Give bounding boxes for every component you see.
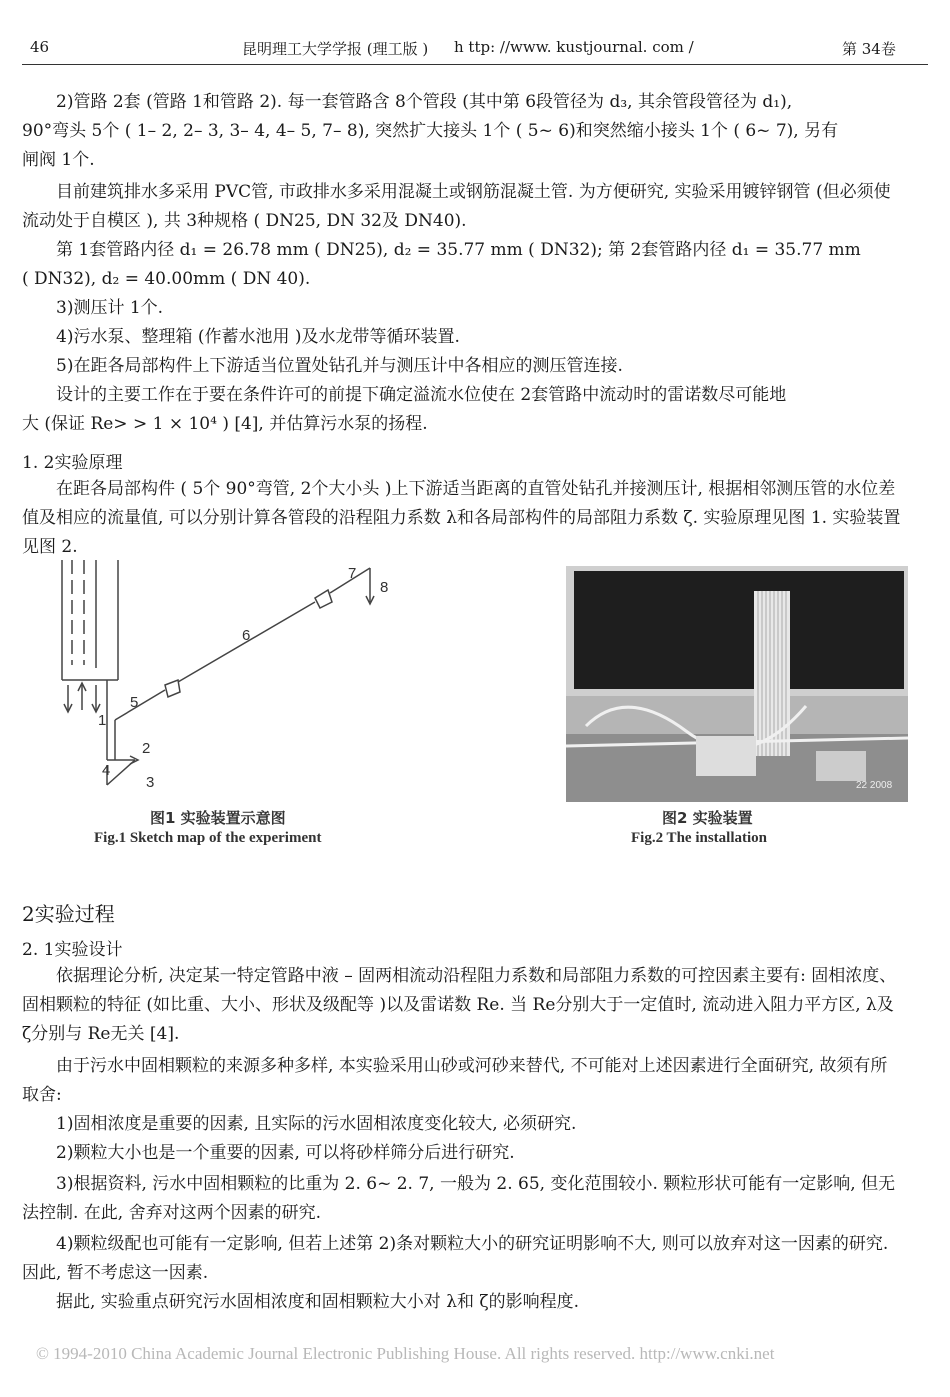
section-1-2-body: 在距各局部构件 ( 5个 90°弯管, 2个大小头 )上下游适当距离的直管处钻孔并接测压计, 根据相邻测压管的水位差值及相应的流量值, 可以分别计算各管段的沿程阻力系数 λ和各局部构件的局部阻力系数 ζ. 实验原理见图 1. 实验装置见图 2. <box>22 479 901 557</box>
journal-name: 昆明理工大学学报 (理工版 ) <box>242 40 429 58</box>
figure1-label: 7 <box>348 565 357 582</box>
figure1-label: 3 <box>146 774 155 791</box>
list-item-particle-size: 2)颗粒大小也是一个重要的因素, 可以将砂样筛分后进行研究. <box>56 1143 515 1163</box>
list-item-gradation: 4)颗粒级配也可能有一定影响, 但若上述第 2)条对颗粒大小的研究证明影响不大, 则可以放弃对这一因素的研究. 因此, 暂不考虑这一因素. <box>22 1234 889 1283</box>
figure1-label: 8 <box>380 579 389 596</box>
copyright-footer: © 1994-2010 China Academic Journal Electronic Publishing House. All rights reserved. http://www.cnki.net <box>36 1344 775 1363</box>
figure2-caption-en: Fig.2 The installation <box>631 830 767 846</box>
photo-date-stamp: 22 2008 <box>856 780 893 791</box>
figure2-caption-cn: 图2 实验装置 <box>662 809 753 827</box>
figure1-label: 6 <box>242 627 251 644</box>
figure1-label: 2 <box>142 740 151 757</box>
section-2-1-para2: 由于污水中固相颗粒的来源多种多样, 本实验采用山砂或河砂来替代, 不可能对上述因素进行全面研究, 故须有所取舍: <box>22 1056 888 1105</box>
section-2-title: 2实验过程 <box>22 902 115 926</box>
paragraph-pipe-material: 目前建筑排水多采用 PVC管, 市政排水多采用混凝土或钢筋混凝土管. 为方便研究, 实验采用镀锌钢管 (但必须使流动处于自模区 ), 共 3种规格 ( DN25, DN 32及 DN40). <box>22 182 891 231</box>
journal-url: h ttp: //www. kustjournal. com / <box>454 38 694 56</box>
figure1-label: 1 <box>98 712 107 729</box>
list-item-drilling: 5)在距各局部构件上下游适当位置处钻孔并与测压计中各相应的测压管连接. <box>56 356 623 376</box>
figure1-caption-en: Fig.1 Sketch map of the experiment <box>94 830 322 846</box>
list-item-manometer: 3)测压计 1个. <box>56 298 164 318</box>
paragraph-inner-diameter-line2: ( DN32), d₂ = 40.00mm ( DN 40). <box>22 269 311 289</box>
list-item-pipes-line1: 2)管路 2套 (管路 1和管路 2). 每一套管路含 8个管段 (其中第 6段管径为 d₃, 其余管段管径为 d₁), <box>56 92 793 112</box>
volume-label: 第 34卷 <box>842 40 896 58</box>
list-item-concentration: 1)固相浓度是重要的因素, 且实际的污水固相浓度变化较大, 必须研究. <box>56 1114 577 1134</box>
figure1-caption-cn: 图1 实验装置示意图 <box>150 809 286 827</box>
list-item-specific-gravity: 3)根据资料, 污水中固相颗粒的比重为 2. 6~ 2. 7, 一般为 2. 65, 变化范围较小. 颗粒形状可能有一定影响, 但无法控制. 在此, 舍弃对这两个因素的研究. <box>22 1174 896 1223</box>
list-item-pipes-line3: 闸阀 1个. <box>22 150 95 170</box>
paragraph-design-line2: 大 (保证 Re> > 1 × 10⁴ ) [4], 并估算污水泵的扬程. <box>22 414 428 434</box>
figure2-photo <box>566 566 908 802</box>
section-2-1-conclusion: 据此, 实验重点研究污水固相浓度和固相颗粒大小对 λ和 ζ的影响程度. <box>56 1292 580 1312</box>
list-item-pump: 4)污水泵、整理箱 (作蓄水池用 )及水龙带等循环装置. <box>56 327 460 347</box>
section-1-2-title: 1. 2实验原理 <box>22 453 123 473</box>
paragraph-design-line1: 设计的主要工作在于要在条件许可的前提下确定溢流水位使在 2套管路中流动时的雷诺数尽可能地 <box>56 385 787 405</box>
paragraph-inner-diameter-line1: 第 1套管路内径 d₁ = 26.78 mm ( DN25), d₂ = 35.77 mm ( DN32); 第 2套管路内径 d₁ = 35.77 mm <box>56 240 861 260</box>
header-rule <box>22 64 928 65</box>
figure1-label: 4 <box>102 762 111 779</box>
figure1-label: 5 <box>130 694 139 711</box>
figure1-schematic <box>50 560 420 805</box>
page-number: 46 <box>30 38 50 56</box>
section-2-1-title: 2. 1实验设计 <box>22 940 123 960</box>
list-item-pipes-line2: 90°弯头 5个 ( 1– 2, 2– 3, 3– 4, 4– 5, 7– 8), 突然扩大接头 1个 ( 5~ 6)和突然缩小接头 1个 ( 6~ 7), 另有 <box>22 121 839 141</box>
section-2-1-para1: 依据理论分析, 决定某一特定管路中液 – 固两相流动沿程阻力系数和局部阻力系数的可控因素主要有: 固相浓度、固相颗粒的特征 (如比重、大小、形状及级配等 )以及雷诺数 Re. 当 Re分别大于一定值时, 流动进入阻力平方区, λ及 ζ分别与 Re无关 [4]. <box>22 966 897 1044</box>
